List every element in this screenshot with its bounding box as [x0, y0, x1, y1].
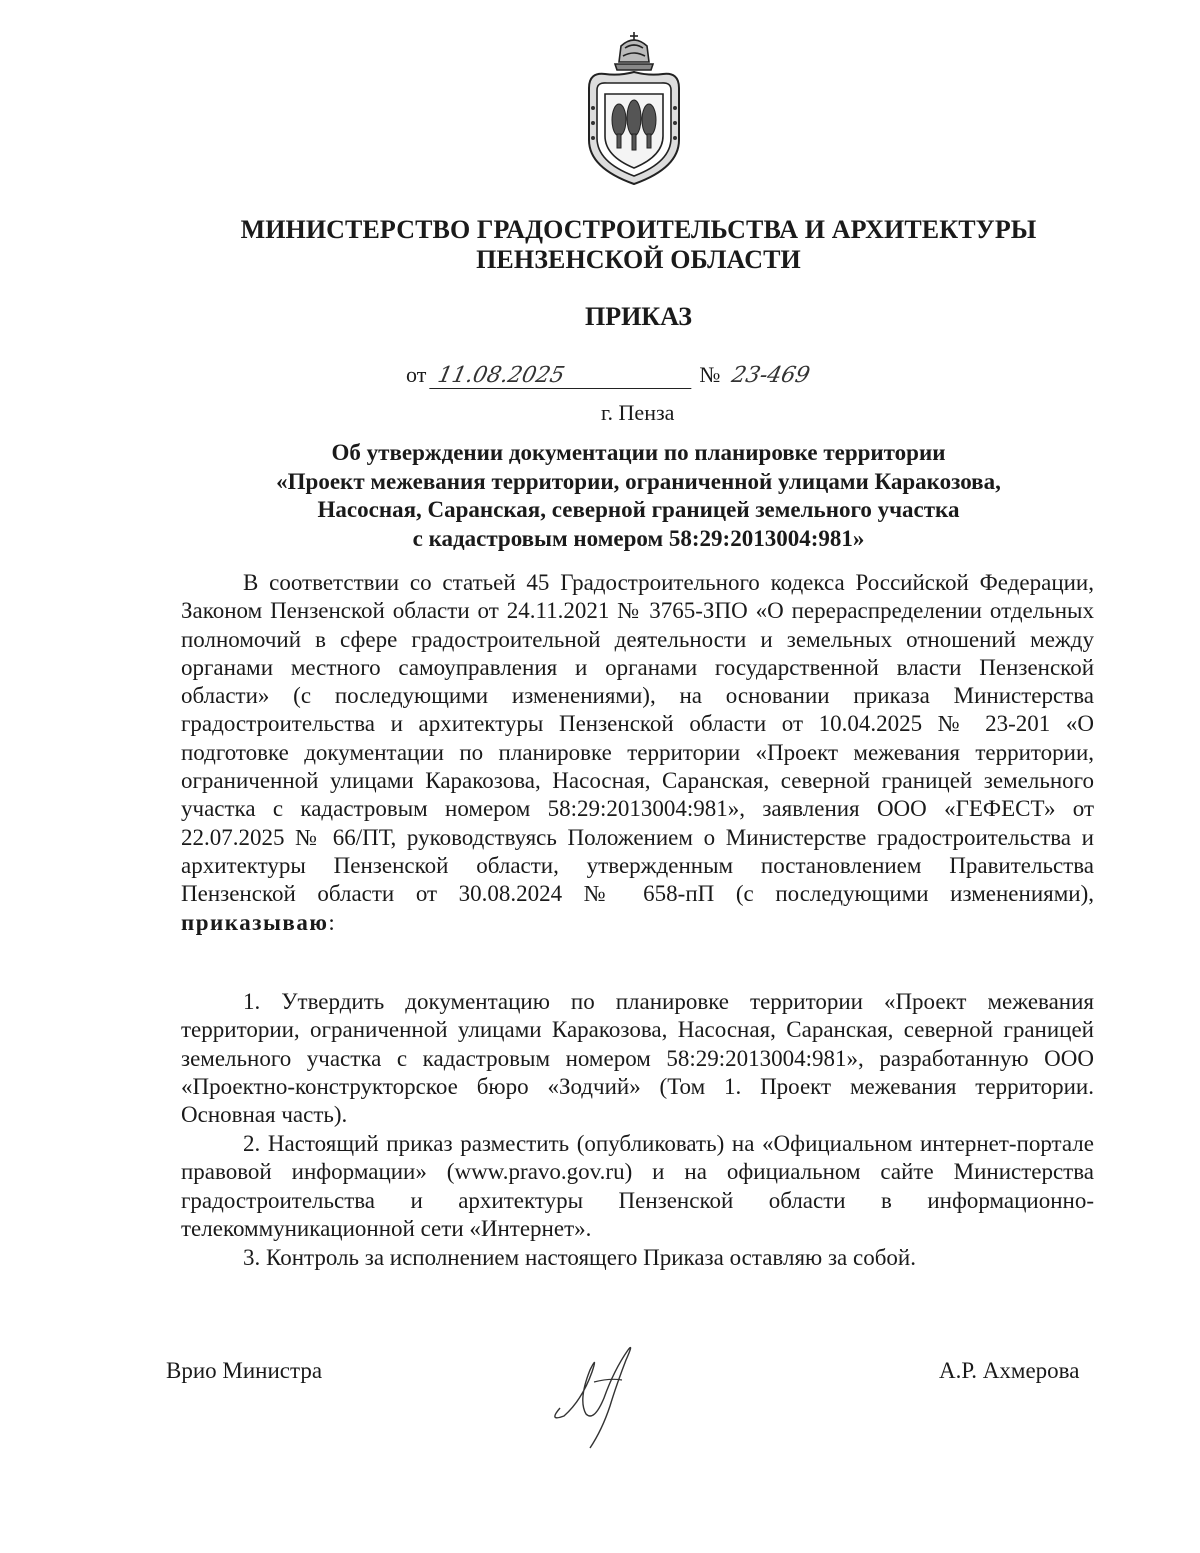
- preamble-text: В соответствии со статьей 45 Градостроительного кодекса Российской Федерации, Законом Пензенской области от 24.11.2021 № 3765-ЗПО «О перераспределении отдельных полномочий в сфере градостроительной деятельности и земельных отношений между органами местного самоуправления и органами государственной власти Пензенской области» (с последующими изменениями), на основании приказа Министерства градостроительства и архитектуры Пензенской области от 10.04.2025 № 23-201 «О подготовке документации по планировке территории «Проект межевания территории, ограниченной улицами Каракозова, Насосная, Саранская, северной границей земельного участка с кадастровым номером 58:29:2013004:981», заявления ООО «ГЕФЕСТ» от 22.07.2025 № 66/ПТ, руководствуясь Положением о Министерстве градостроительства и архитектуры Пензенской области, утвержденным постановлением Правительства Пензенской области от 30.08.2024 № 658-пП (с последующими изменениями),: [181, 570, 1094, 907]
- subject-line-3: Насосная, Саранская, северной границей земельного участка: [317, 497, 960, 522]
- handwritten-signature-icon: [530, 1330, 670, 1450]
- order-verb: приказываю: [181, 909, 329, 935]
- order-item-2: [181, 1130, 1094, 1243]
- city-name: г. Пенза: [601, 400, 675, 425]
- order-number-value: 23-469: [729, 363, 812, 388]
- order-date-value: 11.08.2025: [429, 363, 697, 389]
- signatory-position: Врио Министра: [166, 1358, 323, 1383]
- ministry-name-line2: ПЕНЗЕНСКОЙ ОБЛАСТИ: [476, 245, 801, 274]
- order-item-1: [181, 988, 1094, 1129]
- preamble-paragraph: [181, 569, 1094, 937]
- order-item-3-text: 3. Контроль за исполнением настоящего Приказа оставляю за собой.: [243, 1245, 916, 1270]
- order-item-1-text: 1. Утвердить документацию по планировке территории «Проект межевания территории, ограниченной улицами Каракозова, Насосная, Саранская, северной границей земельного участка с кадастровым номером 58:29:2013004:981», разработанную ООО «Проектно-конструкторское бюро «Зодчий» (Том 1. Проект межевания территории. Основная часть).: [181, 989, 1094, 1128]
- subject-line-2: «Проект межевания территории, ограниченной улицами Каракозова,: [276, 468, 1001, 494]
- order-number-label: №: [699, 362, 721, 387]
- order-dateline: [406, 362, 856, 389]
- order-verb-colon: :: [328, 909, 335, 935]
- coat-of-arms-icon: [579, 28, 689, 188]
- subject-line-1: Об утверждении документации по планировке территории: [331, 440, 946, 465]
- subject-line-4: с кадастровым номером 58:29:2013004:981»: [412, 525, 865, 551]
- signatory-name: А.Р. Ахмерова: [939, 1358, 1080, 1383]
- order-subject: [0, 439, 1200, 553]
- date-from-label: от: [406, 362, 427, 387]
- ministry-name-line1: МИНИСТЕРСТВО ГРАДОСТРОИТЕЛЬСТВА И АРХИТЕКТУРЫ: [240, 215, 1037, 244]
- order-item-3: [181, 1244, 1094, 1272]
- order-title: ПРИКАЗ: [584, 302, 693, 331]
- order-item-2-text: 2. Настоящий приказ разместить (опубликовать) на «Официальном интернет-портале правовой информации» (www.pravo.gov.ru) и на официальном сайте Министерства градостроительства и архитектуры Пензенской области в информационно-телекоммуникационной сети «Интернет».: [181, 1131, 1094, 1241]
